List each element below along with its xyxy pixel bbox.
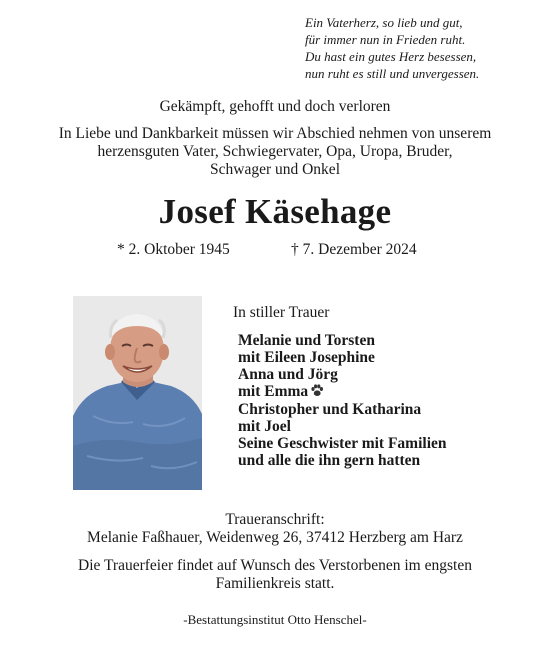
poem-line: nun ruht es still und unvergessen. (305, 66, 480, 81)
announcement-line: Schwager und Onkel (210, 161, 340, 178)
funeral-home: -Bestattungsinstitut Otto Henschel- (183, 612, 367, 627)
death-date: † 7. Dezember 2024 (291, 241, 417, 258)
address-label: Traueranschrift: (225, 511, 325, 528)
mourning-address: Melanie Faßhauer, Weidenweg 26, 37412 Herzberg am Harz (87, 529, 463, 546)
family-line: Christopher und Katharina (238, 401, 422, 418)
announcement-line: herzensguten Vater, Schwiegervater, Opa, Uropa, Bruder, (97, 143, 453, 160)
ceremony-notice (0, 557, 550, 593)
deceased-name: Josef Käsehage (158, 192, 392, 231)
ceremony-line: Familienkreis statt. (215, 575, 335, 592)
poem-line: Ein Vaterherz, so lieb und gut, (305, 15, 463, 30)
ceremony-line: Die Trauerfeier findet auf Wunsch des Verstorbenen im engsten (78, 557, 472, 574)
family-line: mit Eileen Josephine (238, 349, 375, 366)
family-line-emma (238, 383, 447, 401)
portrait-photo (73, 296, 202, 490)
family-line: mit Joel (238, 418, 291, 435)
portrait-illustration (73, 296, 202, 490)
poem (305, 14, 540, 82)
family-line: Seine Geschwister mit Familien (238, 435, 447, 452)
mourning-label: In stiller Trauer (233, 304, 330, 321)
announcement (0, 125, 550, 179)
family-list (238, 332, 447, 469)
announcement-line: In Liebe und Dankbarkeit müssen wir Abschied nehmen von unserem (58, 125, 492, 142)
family-line: Anna und Jörg (238, 366, 338, 383)
poem-line: Du hast ein gutes Herz besessen, (305, 49, 477, 64)
paw-icon (310, 384, 324, 401)
poem-line: für immer nun in Frieden ruht. (305, 32, 466, 47)
family-line: Melanie und Torsten (238, 332, 375, 349)
intro-line: Gekämpft, gehofft und doch verloren (159, 98, 391, 115)
family-line-text: mit Emma (238, 383, 309, 400)
birth-date: * 2. Oktober 1945 (117, 241, 230, 258)
family-line: und alle die ihn gern hatten (238, 452, 421, 469)
